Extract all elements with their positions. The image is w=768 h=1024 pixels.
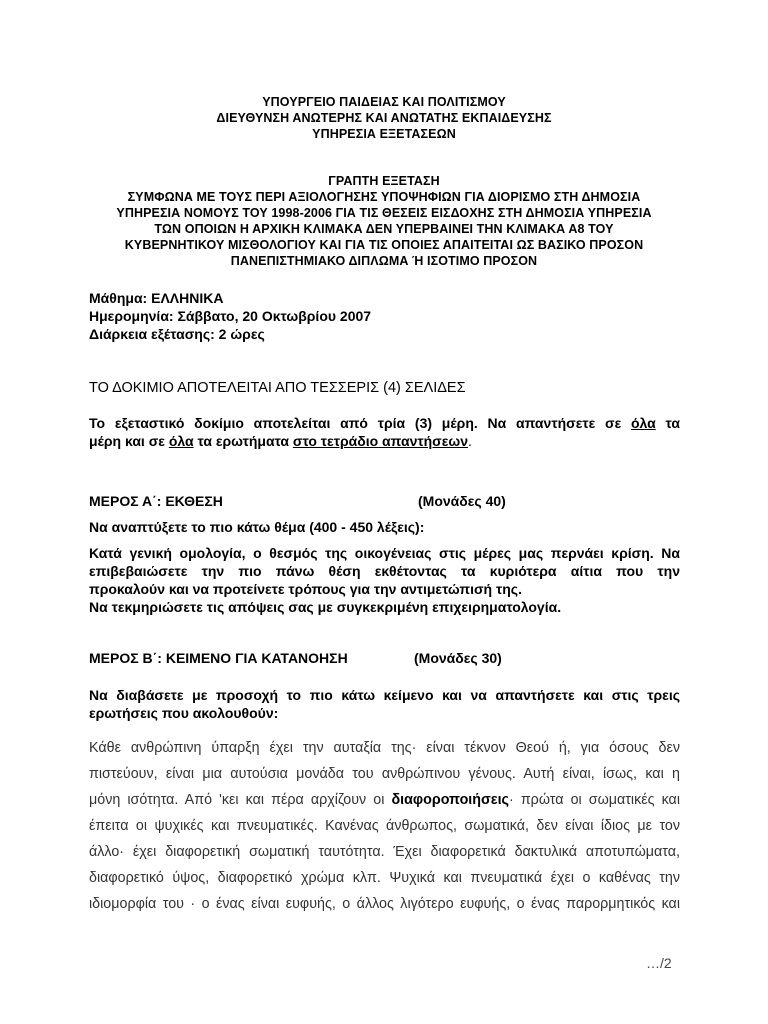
instructions-text: τα bbox=[655, 415, 680, 431]
part-a-task: Να αναπτύξετε το πιο κάτω θέμα (400 - 450 λέξεις): bbox=[89, 519, 425, 535]
service-heading: ΥΠΗΡΕΣΙΑ ΕΞΕΤΑΣΕΩΝ bbox=[312, 127, 456, 141]
passage-line: ιδιομορφία του · ο ένας είναι ευφυής, ο άλλος λιγότερο ευφυής, ο ένας παρορμητικός και bbox=[89, 896, 680, 912]
passage-line: διαφορετικό ύψος, διαφορετικό χρώμα κλπ. Ψυχικά και πνευματικά έχει ο καθένας την bbox=[89, 870, 680, 886]
instructions-text: . bbox=[468, 433, 472, 449]
part-a-question-line: προκαλούν και να προτείνετε τρόπους για την αντιμετώπισή της. bbox=[89, 581, 522, 597]
instructions-text: Το εξεταστικό δοκίμιο αποτελείται από τρία (3) μέρη. Να απαντήσετε σε bbox=[89, 415, 631, 431]
exam-subtitle-line: ΚΥΒΕΡΝΗΤΙΚΟΥ ΜΙΣΘΟΛΟΓΙΟΥ ΚΑΙ ΓΙΑ ΤΙΣ ΟΠΟΙΕΣ ΑΠΑΙΤΕΙΤΑΙ ΩΣ ΒΑΣΙΚΟ ΠΡΟΣΟΝ bbox=[124, 238, 644, 252]
ministry-heading: ΥΠΟΥΡΓΕΙΟ ΠΑΙΔΕΙΑΣ ΚΑΙ ΠΟΛΙΤΙΣΜΟΥ bbox=[262, 95, 506, 109]
passage-text: μόνη ισότητα. Από 'κει και πέρα αρχίζουν οι bbox=[89, 792, 392, 808]
instructions-text: μέρη και σε bbox=[89, 433, 169, 449]
instructions-text: τα ερωτήματα bbox=[193, 433, 293, 449]
instructions-emphasis: στο τετράδιο απαντήσεων bbox=[292, 433, 468, 449]
passage-line bbox=[89, 792, 680, 808]
part-a-points: (Μονάδες 40) bbox=[418, 493, 506, 509]
part-a-question-line: επιβεβαιώσετε την πιο πάνω θέση εκθέτοντας τα κυριότερα αίτια που την bbox=[89, 563, 680, 579]
instructions-line-2 bbox=[89, 433, 680, 449]
instructions-emphasis: όλα bbox=[630, 415, 656, 431]
instructions-line-1 bbox=[89, 415, 680, 431]
exam-title: ΓΡΑΠΤΗ ΕΞΕΤΑΣΗ bbox=[328, 174, 440, 188]
passage-line: Κάθε ανθρώπινη ύπαρξη έχει την αυταξία της· είναι τέκνον Θεού ή, για όσους δεν bbox=[89, 740, 680, 756]
exam-subtitle-line: ΤΩΝ ΟΠΟΙΩΝ Η ΑΡΧΙΚΗ ΚΛΙΜΑΚΑ ΔΕΝ ΥΠΕΡΒΑΙΝΕΙ ΤΗΝ ΚΛΙΜΑΚΑ Α8 ΤΟΥ bbox=[154, 222, 614, 236]
part-b-task-line: ερωτήσεις που ακολουθούν: bbox=[89, 705, 279, 721]
directorate-heading: ΔΙΕΥΘΥΝΣΗ ΑΝΩΤΕΡΗΣ ΚΑΙ ΑΝΩΤΑΤΗΣ ΕΚΠΑΙΔΕΥΣΗΣ bbox=[216, 111, 552, 125]
part-b-task-line: Να διαβάσετε με προσοχή το πιο κάτω κείμενο και να απαντήσετε και στις τρεις bbox=[89, 687, 680, 703]
passage-keyword: διαφοροποιήσεις bbox=[391, 792, 509, 808]
passage-text: · πρώτα οι σωματικές και bbox=[508, 792, 680, 808]
passage-line: έπειτα οι ψυχικές και πνευματικές. Κανένας άνθρωπος, σωματικά, δεν είναι ίδιος με τον bbox=[89, 818, 680, 834]
instructions-emphasis: όλα bbox=[168, 433, 194, 449]
part-a-title: ΜΕΡΟΣ Α΄: ΕΚΘΕΣΗ bbox=[89, 493, 223, 509]
subject-line: Μάθημα: ΕΛΛΗΝΙΚΑ bbox=[89, 290, 224, 306]
part-b-title: ΜΕΡΟΣ Β΄: ΚΕΙΜΕΝΟ ΓΙΑ ΚΑΤΑΝΟΗΣΗ bbox=[89, 650, 348, 666]
page-number: …/2 bbox=[646, 955, 672, 971]
date-line: Ημερομηνία: Σάββατο, 20 Οκτωβρίου 2007 bbox=[89, 308, 372, 324]
exam-subtitle-line: ΥΠΗΡΕΣΙΑ ΝΟΜΟΥΣ ΤΟΥ 1998-2006 ΓΙΑ ΤΙΣ ΘΕΣΕΙΣ ΕΙΣΔΟΧΗΣ ΣΤΗ ΔΗΜΟΣΙΑ ΥΠΗΡΕΣΙΑ bbox=[116, 206, 652, 220]
pages-notice: ΤΟ ΔΟΚΙΜΙΟ ΑΠΟΤΕΛΕΙΤΑΙ ΑΠΟ ΤΕΣΣΕΡΙΣ (4) ΣΕΛΙΔΕΣ bbox=[89, 380, 466, 396]
part-b-points: (Μονάδες 30) bbox=[414, 650, 502, 666]
part-a-question-line: Να τεκμηριώσετε τις απόψεις σας με συγκεκριμένη επιχειρηματολογία. bbox=[89, 599, 562, 615]
duration-line: Διάρκεια εξέτασης: 2 ώρες bbox=[89, 326, 265, 342]
passage-line: πιστεύουν, είναι μια αυτούσια μονάδα του ανθρώπινου γένους. Αυτή είναι, ίσως, και η bbox=[89, 766, 680, 782]
part-a-question-line: Κατά γενική ομολογία, ο θεσμός της οικογένειας στις μέρες μας περνάει κρίση. Να bbox=[89, 545, 680, 561]
exam-subtitle-line: ΣΥΜΦΩΝΑ ΜΕ ΤΟΥΣ ΠΕΡΙ ΑΞΙΟΛΟΓΗΣΗΣ ΥΠΟΨΗΦΙΩΝ ΓΙΑ ΔΙΟΡΙΣΜΟ ΣΤΗ ΔΗΜΟΣΙΑ bbox=[127, 190, 641, 204]
passage-line: άλλο· έχει διαφορετική σωματική ταυτότητα. Έχει διαφορετικά δακτυλικά αποτυπώματα, bbox=[89, 844, 680, 860]
exam-subtitle-line: ΠΑΝΕΠΙΣΤΗΜΙΑΚΟ ΔΙΠΛΩΜΑ Ή ΙΣΟΤΙΜΟ ΠΡΟΣΟΝ bbox=[230, 254, 538, 268]
